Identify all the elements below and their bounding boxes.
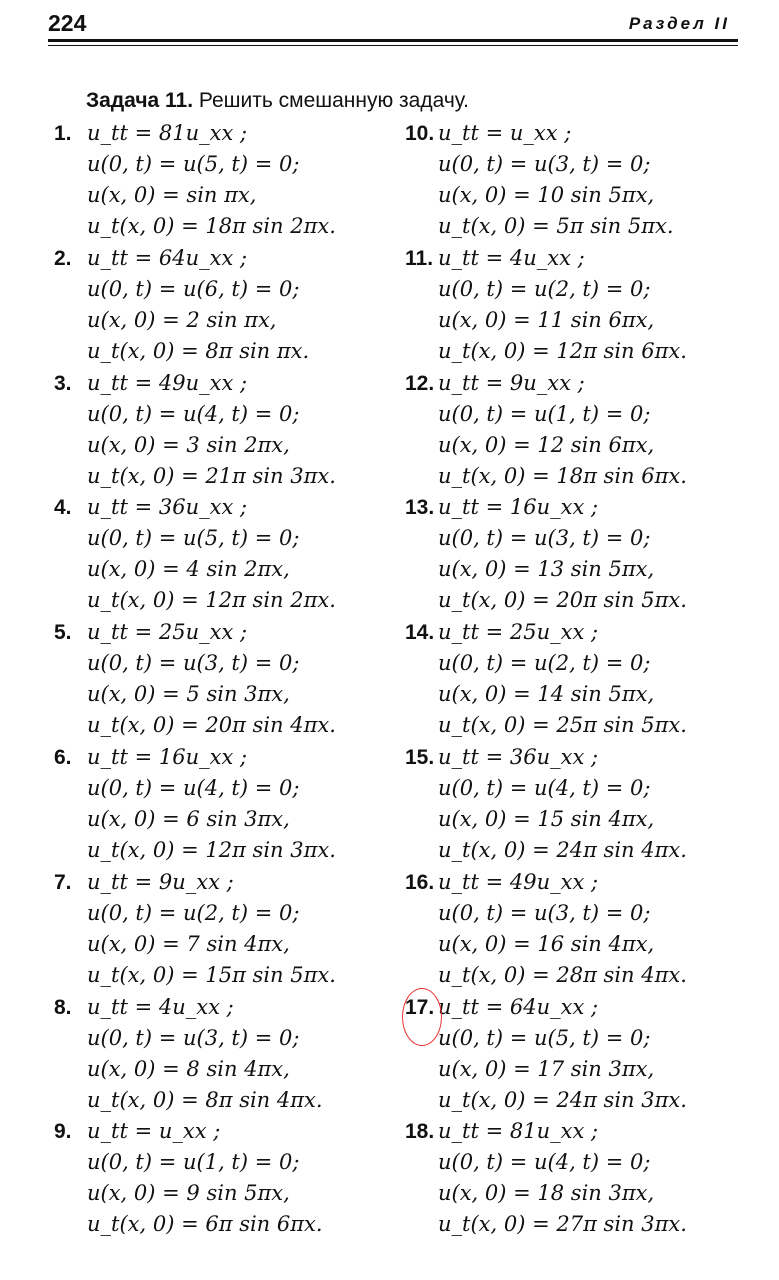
initial-condition: u(x, 0) = 11 sin 6πx, (438, 307, 655, 332)
problems-column-left (54, 118, 414, 1241)
initial-velocity: u_t(x, 0) = 25π sin 5πx. (438, 713, 687, 738)
boundary-condition: u(0, t) = u(3, t) = 0; (438, 152, 651, 176)
problem-number: 10. (405, 122, 435, 145)
initial-condition: u(x, 0) = sin πx, (87, 183, 257, 207)
initial-condition: u(x, 0) = 3 sin 2πx, (87, 432, 290, 457)
problems-column-right (405, 118, 765, 1241)
initial-velocity: u_t(x, 0) = 8π sin 4πx. (87, 1087, 323, 1112)
boundary-condition: u(0, t) = u(2, t) = 0; (438, 651, 651, 676)
problem-number: 2. (54, 246, 72, 270)
initial-velocity: u_t(x, 0) = 8π sin πx. (87, 338, 310, 363)
initial-velocity: u_t(x, 0) = 21π sin 3πx. (87, 463, 336, 488)
equation-line: u_tt = 64u_xx ; (438, 994, 599, 1019)
problem-item (405, 492, 765, 617)
boundary-condition: u(0, t) = u(1, t) = 0; (438, 401, 651, 426)
problem-number: 14. (405, 621, 435, 645)
equation-line: u_tt = 81u_xx ; (87, 121, 248, 145)
initial-velocity: u_t(x, 0) = 20π sin 4πx. (87, 713, 336, 738)
boundary-condition: u(0, t) = u(5, t) = 0; (87, 152, 300, 176)
initial-velocity: u_t(x, 0) = 24π sin 4πx. (438, 837, 687, 862)
problem-item (54, 118, 414, 243)
initial-velocity: u_t(x, 0) = 5π sin 5πx. (438, 214, 674, 238)
problem-number: 8. (54, 995, 72, 1019)
initial-velocity: u_t(x, 0) = 12π sin 2πx. (87, 588, 336, 613)
task-label: Задача 11. (86, 89, 194, 112)
problem-number: 11. (405, 246, 434, 270)
equation-line: u_tt = 16u_xx ; (87, 744, 248, 769)
task-title (86, 89, 469, 113)
header-rule-thick (48, 39, 738, 42)
initial-velocity: u_t(x, 0) = 6π sin 6πx. (87, 1212, 323, 1237)
initial-velocity: u_t(x, 0) = 12π sin 3πx. (87, 837, 336, 862)
equation-line: u_tt = 64u_xx ; (87, 245, 248, 270)
initial-velocity: u_t(x, 0) = 28π sin 4πx. (438, 962, 687, 987)
equation-line: u_tt = u_xx ; (87, 1119, 221, 1144)
problem-item (54, 368, 414, 493)
initial-condition: u(x, 0) = 2 sin πx, (87, 307, 277, 332)
equation-line: u_tt = 25u_xx ; (438, 620, 599, 645)
equation-line: u_tt = 36u_xx ; (87, 495, 248, 520)
task-text: Решить смешанную задачу. (193, 89, 470, 112)
equation-line: u_tt = 36u_xx ; (438, 744, 599, 769)
initial-condition: u(x, 0) = 10 sin 5πx, (438, 183, 655, 207)
boundary-condition: u(0, t) = u(6, t) = 0; (87, 276, 300, 301)
initial-condition: u(x, 0) = 18 sin 3πx, (438, 1181, 655, 1206)
problem-item (54, 742, 414, 867)
problem-number: 6. (54, 745, 72, 769)
equation-line: u_tt = 25u_xx ; (87, 620, 248, 645)
page-number: 224 (48, 10, 87, 36)
problem-number: 1. (54, 122, 72, 145)
problem-number: 13. (405, 496, 435, 520)
initial-velocity: u_t(x, 0) = 20π sin 5πx. (438, 588, 687, 613)
equation-line: u_tt = 16u_xx ; (438, 495, 599, 520)
boundary-condition: u(0, t) = u(3, t) = 0; (87, 651, 300, 676)
problem-item (54, 867, 414, 992)
boundary-condition: u(0, t) = u(3, t) = 0; (87, 1025, 300, 1050)
boundary-condition: u(0, t) = u(4, t) = 0; (438, 1150, 651, 1175)
problem-item (405, 118, 765, 243)
initial-condition: u(x, 0) = 16 sin 4πx, (438, 931, 655, 956)
handdrawn-circle-annotation (402, 988, 442, 1046)
problem-item (405, 992, 765, 1117)
boundary-condition: u(0, t) = u(1, t) = 0; (87, 1150, 300, 1175)
initial-condition: u(x, 0) = 14 sin 5πx, (438, 682, 655, 707)
initial-condition: u(x, 0) = 6 sin 3πx, (87, 806, 290, 831)
initial-condition: u(x, 0) = 8 sin 4πx, (87, 1056, 290, 1081)
initial-velocity: u_t(x, 0) = 12π sin 6πx. (438, 338, 687, 363)
initial-condition: u(x, 0) = 9 sin 5πx, (87, 1181, 290, 1206)
initial-condition: u(x, 0) = 5 sin 3πx, (87, 682, 290, 707)
problem-item (54, 1116, 414, 1241)
problem-item (54, 992, 414, 1117)
equation-line: u_tt = 81u_xx ; (438, 1119, 599, 1144)
initial-velocity: u_t(x, 0) = 27π sin 3πx. (438, 1212, 687, 1237)
problem-number: 15. (405, 745, 435, 769)
problem-item (405, 368, 765, 493)
equation-line: u_tt = 9u_xx ; (87, 869, 234, 894)
problem-item (405, 243, 765, 368)
problem-number: 4. (54, 496, 72, 520)
problem-number: 5. (54, 621, 72, 645)
problem-item (54, 243, 414, 368)
section-title: Раздел II (628, 14, 730, 33)
problem-number: 3. (54, 371, 72, 395)
equation-line: u_tt = 9u_xx ; (438, 370, 585, 395)
initial-velocity: u_t(x, 0) = 18π sin 6πx. (438, 463, 687, 488)
initial-condition: u(x, 0) = 12 sin 6πx, (438, 432, 655, 457)
boundary-condition: u(0, t) = u(2, t) = 0; (87, 900, 300, 925)
boundary-condition: u(0, t) = u(5, t) = 0; (87, 526, 300, 551)
header-rule-thin (48, 45, 738, 46)
problem-number: 17. (405, 995, 435, 1019)
boundary-condition: u(0, t) = u(3, t) = 0; (438, 526, 651, 551)
equation-line: u_tt = u_xx ; (438, 121, 572, 145)
initial-condition: u(x, 0) = 15 sin 4πx, (438, 806, 655, 831)
boundary-condition: u(0, t) = u(4, t) = 0; (87, 775, 300, 800)
initial-condition: u(x, 0) = 13 sin 5πx, (438, 557, 655, 582)
page-header (48, 10, 738, 50)
equation-line: u_tt = 4u_xx ; (438, 245, 585, 270)
initial-condition: u(x, 0) = 17 sin 3πx, (438, 1056, 655, 1081)
problem-number: 7. (54, 870, 72, 894)
problem-number: 16. (405, 870, 435, 894)
problem-number: 18. (405, 1120, 435, 1144)
initial-velocity: u_t(x, 0) = 18π sin 2πx. (87, 214, 336, 238)
problem-number: 9. (54, 1120, 72, 1144)
boundary-condition: u(0, t) = u(2, t) = 0; (438, 276, 651, 301)
boundary-condition: u(0, t) = u(5, t) = 0; (438, 1025, 651, 1050)
boundary-condition: u(0, t) = u(4, t) = 0; (87, 401, 300, 426)
equation-line: u_tt = 49u_xx ; (87, 370, 248, 395)
equation-line: u_tt = 4u_xx ; (87, 994, 234, 1019)
boundary-condition: u(0, t) = u(3, t) = 0; (438, 900, 651, 925)
boundary-condition: u(0, t) = u(4, t) = 0; (438, 775, 651, 800)
initial-velocity: u_t(x, 0) = 15π sin 5πx. (87, 962, 336, 987)
problem-item (54, 492, 414, 617)
problem-item (405, 617, 765, 742)
equation-line: u_tt = 49u_xx ; (438, 869, 599, 894)
initial-condition: u(x, 0) = 7 sin 4πx, (87, 931, 290, 956)
problem-item (405, 1116, 765, 1241)
initial-velocity: u_t(x, 0) = 24π sin 3πx. (438, 1087, 687, 1112)
problem-item (405, 742, 765, 867)
initial-condition: u(x, 0) = 4 sin 2πx, (87, 557, 290, 582)
problem-item (405, 867, 765, 992)
problem-number: 12. (405, 371, 435, 395)
problem-item (54, 617, 414, 742)
